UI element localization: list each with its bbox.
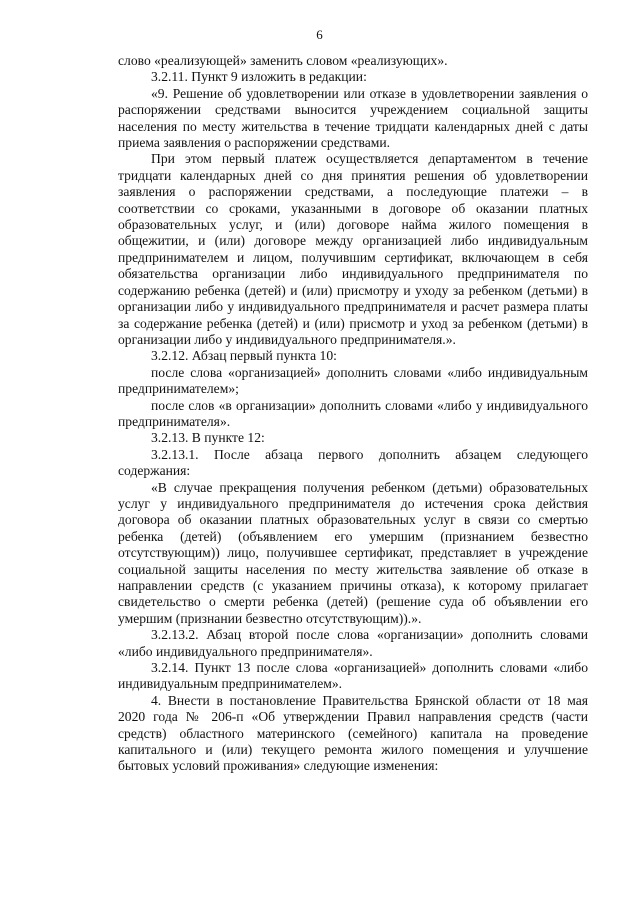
paragraph-3-2-11: 3.2.11. Пункт 9 изложить в редакции: bbox=[151, 69, 367, 85]
paragraph-3-2-13-2: 3.2.13.2. Абзац второй после слова «организации» дополнить словами «либо индивидуального предпринимателя». bbox=[118, 627, 588, 659]
paragraph-after-organization: после слова «организацией» дополнить словами «либо индивидуальным предпринимателем»; bbox=[118, 364, 588, 397]
paragraph-3-2-13: 3.2.13. В пункте 12: bbox=[151, 430, 265, 446]
paragraph-termination-case: «В случае прекращения получения ребенком (детьми) образовательных услуг у индивидуального предпринимателя до истечения срока действия договора об оказании платных образовательных услуг в связи со смертью ребенка (детей) (объявлением его умершим (признанием безвестно отсутствующим)) лицо, получившее сертификат, представляет в учреждение социальной защиты населения по месту жительства заявление об отказе в направлении средств (с указанием причины отказа), к которому прилагает свидетельство о смерти ребенка (детей) (решение суда об объявлении его умершим (признании безвестно отсутствующим)).». bbox=[118, 479, 588, 626]
paragraph-3-2-14: 3.2.14. Пункт 13 после слова «организацией» дополнить словами «либо индивидуальным предпринимателем». bbox=[118, 660, 588, 692]
paragraph-3-2-12: 3.2.12. Абзац первый пункта 10: bbox=[151, 348, 337, 364]
page-number: 6 bbox=[316, 27, 323, 42]
paragraph-after-in-organization: после слов «в организации» дополнить словами «либо у индивидуального предпринимателя». bbox=[118, 397, 588, 429]
paragraph-point-9-decision: «9. Решение об удовлетворении или отказе в удовлетворении заявления о распоряжении средствами выносится учреждением социальной защиты населения по месту жительства в течение тридцати календарных дней с даты приема заявления о распоряжении средствами. bbox=[118, 85, 588, 151]
paragraph-first-payment: При этом первый платеж осуществляется департаментом в течение тридцати календарных дней со дня принятия решения об удовлетворении заявления о распоряжении средствами, а последующие платежи – в соответствии со сроками, указанными в договоре об оказании платных образовательных услуг, и (или) договоре найма жилого помещения в общежитии, и (или) договоре между организацией либо индивидуальным предпринимателем и лицом, получившим сертификат, включающем в себя обязательства организации либо индивидуального предпринимателя по содержанию ребенка (детей) и (или) присмотру и уходу за ребенком (детьми) в организации либо у индивидуального предпринимателя и расчет размера платы за содержание ребенка (детей) и (или) присмотр и уход за ребенком (детьми) в организации либо у индивидуального предпринимателя.». bbox=[118, 151, 588, 347]
document-body bbox=[118, 53, 588, 775]
paragraph-4-amend-resolution: 4. Внести в постановление Правительства Брянской области от 18 мая 2020 года № 206-п «Об утверждении Правил направления средств (части средств) областного материнского (семейного) капитала на проведение капитального и (или) текущего ремонта жилого помещения и улучшение бытовых условий проживания» следующие изменения: bbox=[118, 692, 588, 774]
paragraph-continuation: слово «реализующей» заменить словом «реализующих». bbox=[118, 53, 448, 68]
paragraph-3-2-13-1: 3.2.13.1. После абзаца первого дополнить абзацем следующего содержания: bbox=[118, 446, 588, 479]
